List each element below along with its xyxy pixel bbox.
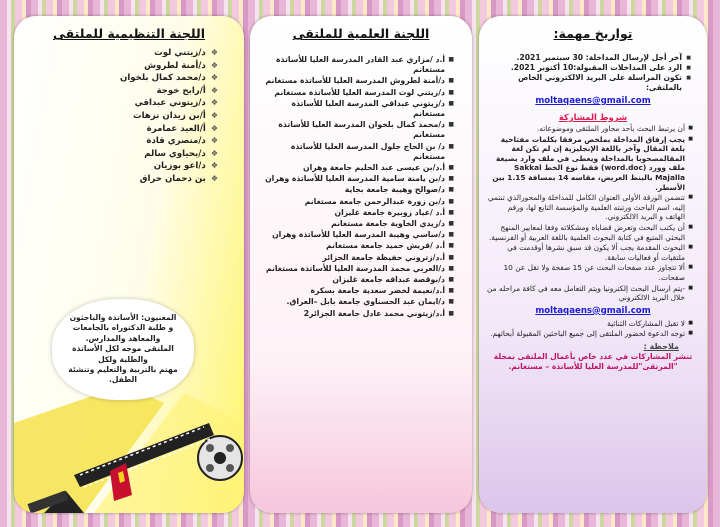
list-item: ■ د/بوقصة عبداقه جامعة غليزان <box>258 275 454 285</box>
important-dates-panel <box>479 16 707 513</box>
list-item: ❖ أ/بن زيدان نزهات <box>14 110 218 123</box>
target-line: مهتم بالتربية والتعليم وتنشئة الطفل. <box>68 365 178 385</box>
list-item: ❖ د/أمنة لطروش <box>14 60 218 73</box>
list-item: ❖ أ/رابح خوجة <box>14 85 218 98</box>
list-item: ■ د/بن يامنة سامية المدرسة العليا للأساتذة وهران <box>258 174 454 184</box>
list-item: ■ د/العربي محمد المدرسة العليا للأساتذة مستغانم <box>258 264 454 274</box>
list-item: ❖ بن دحمان حراق <box>14 173 218 186</box>
list-item: ❖ د/يحياوي سالم <box>14 148 218 161</box>
list-item: ■ أ.د /مزاري عبد القادر المدرسة العليا للأساتذة مستغانم <box>258 55 454 75</box>
list-item: ■ توجه الدعوة لحضور الملتقى إلى جميع الباحثين المقبولة أبحاثهم. <box>487 329 693 339</box>
list-item: ■ أن يرتبط البحث بأحد محاور الملتقى وموضوعاته. <box>487 124 693 134</box>
list-item: ❖ د/منصري قادة <box>14 135 218 148</box>
publication-note: تنشر المشاركات في عدد خاص بأعمال الملتقى بمجلة "المرتقى"للمدرسة العليا للأساتذة – مستغانم. <box>493 351 693 371</box>
list-item: ■ د/زيتني لوت المدرسة العليا للأساتذة مستغانم <box>258 88 454 98</box>
list-item: ■ الرد على المداخلات المقبولة:10 أكتوبر 2021. <box>487 63 691 73</box>
list-item: ■ أ.د /عياد زوبيرة جامعة غليزان <box>258 208 454 218</box>
list-item: ■ أ.د/زتروني حفيظة جامعة الجزائر <box>258 253 454 263</box>
list-item: ■ أن يكتب البحث وتعرض قضاياه ومشكلاته وفقا لمعايير المنهج البحثي المتبع في كتابة البحوث العلمية باللغة العربية أو الفرنسية. <box>487 223 693 242</box>
list-item: ■ أ.د/نعيمة لخضر سعدية جامعة بسكرة <box>258 286 454 296</box>
list-item: ■ أ.د/بن عيسى عبد الحليم جامعة وهران <box>258 163 454 173</box>
list-item: ❖ د/محمد كمال بلخوان <box>14 72 218 85</box>
list-item: ■ ألا تتجاوز عدد صفحات البحث عن 15 صفحة ولا تقل عن 10 صفحات. <box>487 263 693 282</box>
list-item: ■ د/زيتوني عبداقي المدرسة العليا للأساتذة مستغانم <box>258 99 454 119</box>
scientific-members-list <box>250 55 472 319</box>
list-item: ❖ د/زيتني لوت <box>14 47 218 60</box>
list-item: ■ د/بن زورة عبدالرحمن جامعة مستغانم <box>258 197 454 207</box>
important-dates-title: تواريخ مهمة: <box>553 26 633 41</box>
conditions-list <box>479 124 707 303</box>
target-audience-box <box>52 299 194 400</box>
submission-email-link[interactable]: moltaqaens@gmail.com <box>535 305 651 316</box>
list-item: ❖ د/زيتوني عبداقي <box>14 97 218 110</box>
list-item: ■ أ.د /قريش حميد جامعة مستغانم <box>258 241 454 251</box>
contact-email-link[interactable]: moltaqaens@gmail.com <box>535 96 651 106</box>
list-item: ❖ أ/العيد عمامرة <box>14 123 218 136</box>
list-item: ■ أ.د/زيتوني محمد عادل جامعة الجزائر2 <box>258 309 454 319</box>
list-item: ■ البحوث المقدمة يجب ألا يكون قد سبق نشرها أوقدمت في ملتقيات أو فعاليات سابقة. <box>487 243 693 262</box>
target-line: المعنيون: الأساتذة والباحثون <box>69 313 177 322</box>
list-item: ■ يجب إرفاق المداخلة بملخص مرفقا بكلمات مفتاحية بلغة المقال وآخر باللغة الإنجليزية إن لم تكن لغة المقالمصحوبا بالمداخلة ويعطى في ملف وارد بصيغة ملف وورد (word.doc) فقط نوع الخط Sakkal Majalla بالبنط العريض، مقاسه 14 بمسافة 1.15 بين الأسطر. <box>487 135 693 193</box>
list-item: ■ د/ساسي وهيبة المدرسة العليا للأساتذة وهران <box>258 230 454 240</box>
dates-list <box>479 53 707 93</box>
list-item: ■ د/محمد كمال بلخوان المدرسة العليا للأساتذة مستغانم <box>258 120 454 140</box>
list-item: ■ تتضمن الورقة الأولى العنوان الكامل للمداخلة والمحورالذي تنتمي إليه، اسم الباحث ورتبته العلمية والمؤسسة التابع لها، ورقم الهاتف و البريد الالكتروني. <box>487 193 693 222</box>
list-item: ■ د/زيدي الخاوية جامعة مستغانم <box>258 219 454 229</box>
note-title: ملاحظة : <box>643 341 679 351</box>
list-item: ■ د/أمنة لطروش المدرسة العليا للأساتذة مستغانم <box>258 76 454 86</box>
list-item: ■ د/ايمان عبد الحسناوي جامعة بابل –العراق. <box>258 297 454 307</box>
organizing-committee-panel <box>14 16 244 513</box>
list-item: ❖ د/اعو بوزيان <box>14 160 218 173</box>
target-line: الملتقى موجه لكل الأساتذة والطلبة ولكل <box>72 344 174 364</box>
scientific-committee-title: اللجنة العلمية للملتقى <box>292 26 430 41</box>
organizing-committee-title: اللجنة التنظيمية للملتقى <box>52 26 206 41</box>
list-item: ■ د/صوالح وهيبة جامعة بجاية <box>258 185 454 195</box>
list-item: ■ آخر أجل لإرسال المداخلة: 30 سبتمبر 2021. <box>487 53 691 63</box>
list-item: ■ -يتم ارسال البحث إلكترونيا ويتم التعامل معه في كافة مراحله من خلال البريد الالكتروني <box>487 284 693 303</box>
scientific-committee-panel <box>250 16 472 513</box>
organizing-members-list <box>14 47 244 186</box>
list-item: ■ تكون المراسلة على البريد الالكتروني الخاص بالملتقى: <box>487 73 691 93</box>
target-line: و طلبة الدكتوراه بالجامعات <box>72 323 174 333</box>
list-item: ■ د/ بن الحاج جلول المدرسة العليا للأساتذة مستغانم <box>258 142 454 162</box>
target-line: والمعاهد والمدارس. <box>85 333 161 343</box>
conditions-title: شروط المشاركة <box>558 112 628 122</box>
list-item: ■ لا تقبل المشاركات الثنائية <box>487 319 693 329</box>
extra-conditions-list <box>479 319 707 339</box>
